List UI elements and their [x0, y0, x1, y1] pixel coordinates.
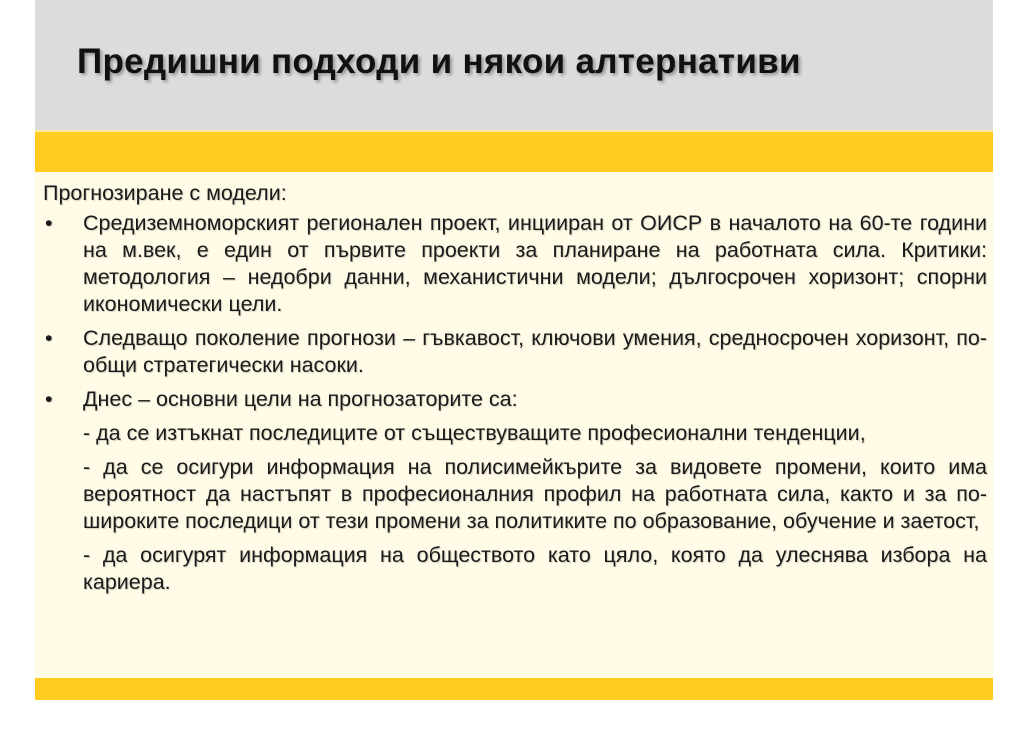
bullet-item: [43, 210, 987, 318]
bottom-accent-bar: [35, 678, 993, 700]
title-band: [35, 0, 993, 130]
bullet-text: Днес – основни цели на прогнозаторите са:: [83, 387, 518, 411]
sub-item: - да се изтъкнат последиците от съществуващите професионални тенденции,: [83, 421, 866, 445]
section-heading: Прогнозиране с модели:: [43, 181, 287, 205]
bullet-icon: •: [45, 211, 53, 235]
slide-title: Предишни подходи и някои алтернативи: [77, 42, 801, 81]
slide: [35, 0, 993, 700]
sub-item: - да осигурят информация на обществото като цяло, която да улеснява избора на кариера.: [83, 543, 987, 594]
bullet-icon: •: [45, 387, 53, 411]
top-accent-bar: [35, 132, 993, 172]
bullet-item: [43, 325, 987, 379]
content-area: [35, 172, 993, 678]
bullet-text: Следващо поколение прогнози – гъвкавост, ключови умения, средносрочен хоризонт, по-общи стратегически насоки.: [83, 326, 987, 377]
bullet-icon: •: [45, 326, 53, 350]
sub-item: - да се осигури информация на полисимейкърите за видовете промени, които има вероятност да настъпят в професионалния профил на работната сила, както и за по-широките последици от тези промени за политиките по образование, обучение и заетост,: [83, 455, 987, 533]
bullet-text: Средиземноморският регионален проект, инцииран от ОИСР в началото на 60-те години на м.век, е един от първите проекти за планиране на работната сила. Критики: методология – недобри данни, механистични модели; дългосрочен хоризонт; спорни икономически цели.: [83, 211, 987, 316]
bullet-item: [43, 386, 987, 413]
body-text: [43, 180, 987, 603]
